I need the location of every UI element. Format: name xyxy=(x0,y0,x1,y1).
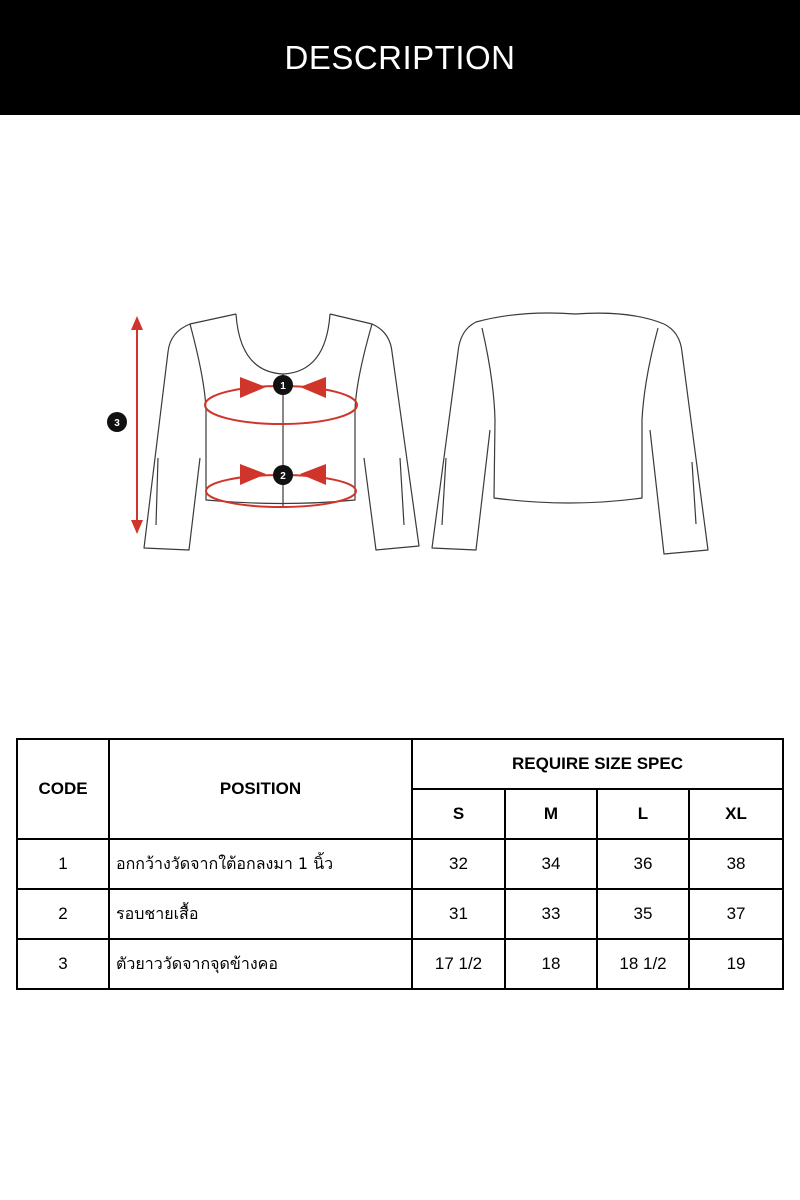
marker-3 xyxy=(107,412,127,432)
header-size-m: M xyxy=(505,789,597,839)
row-position: ตัวยาววัดจากจุดข้างคอ xyxy=(109,939,412,989)
row-code: 3 xyxy=(17,939,109,989)
front-garment-outline xyxy=(144,314,419,550)
table-row xyxy=(17,839,783,889)
header-position: POSITION xyxy=(109,739,412,839)
row-value-m: 34 xyxy=(505,839,597,889)
row-value-m: 33 xyxy=(505,889,597,939)
header-size-xl: XL xyxy=(689,789,783,839)
row-value-xl: 37 xyxy=(689,889,783,939)
page-title: DESCRIPTION xyxy=(284,38,516,76)
table-row xyxy=(17,939,783,989)
row-code: 2 xyxy=(17,889,109,939)
row-code: 1 xyxy=(17,839,109,889)
header-code: CODE xyxy=(17,739,109,839)
row-value-xl: 19 xyxy=(689,939,783,989)
row-value-xl: 38 xyxy=(689,839,783,889)
row-value-l: 36 xyxy=(597,839,689,889)
header-size-l: L xyxy=(597,789,689,839)
marker-1-label: 1 xyxy=(280,381,286,392)
size-spec-table xyxy=(16,738,784,990)
table-header-row xyxy=(17,739,783,789)
garment-diagram xyxy=(0,290,800,580)
table-row xyxy=(17,889,783,939)
row-value-s: 32 xyxy=(412,839,505,889)
marker-1 xyxy=(273,375,293,395)
header-bar xyxy=(0,0,800,115)
row-value-s: 31 xyxy=(412,889,505,939)
row-position: รอบชายเสื้อ xyxy=(109,889,412,939)
header-require-size-spec: REQUIRE SIZE SPEC xyxy=(412,739,783,789)
marker-3-label: 3 xyxy=(114,418,120,429)
row-value-l: 18 1/2 xyxy=(597,939,689,989)
row-value-m: 18 xyxy=(505,939,597,989)
marker-2-label: 2 xyxy=(280,471,286,482)
row-position: อกกว้างวัดจากใต้อกลงมา 1 นิ้ว xyxy=(109,839,412,889)
back-garment-outline xyxy=(432,313,708,554)
row-value-l: 35 xyxy=(597,889,689,939)
marker-2 xyxy=(273,465,293,485)
row-value-s: 17 1/2 xyxy=(412,939,505,989)
header-size-s: S xyxy=(412,789,505,839)
length-measure-arrow xyxy=(131,316,143,534)
